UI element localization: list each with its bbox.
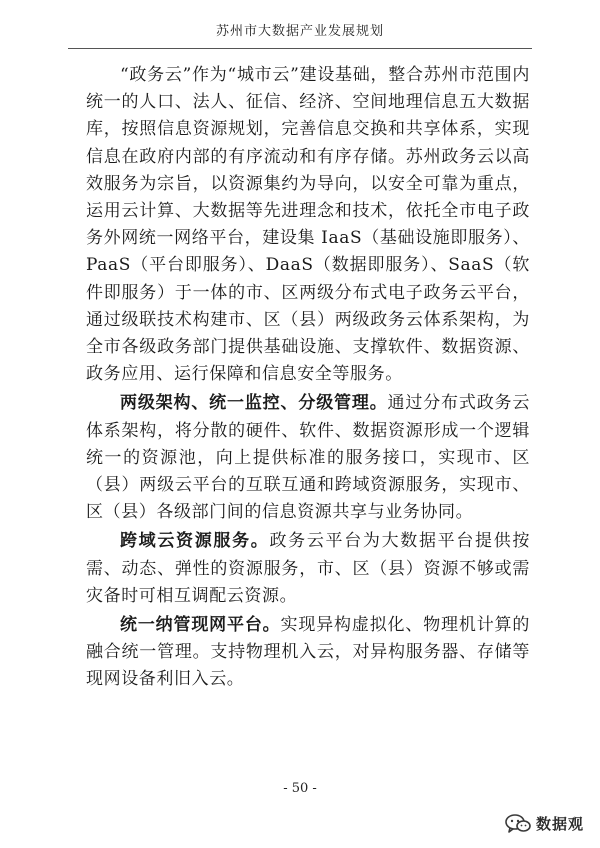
page-header: 苏州市大数据产业发展规划 xyxy=(215,24,384,39)
header-rule xyxy=(68,48,532,49)
paragraph-intro xyxy=(86,62,530,388)
page-number: - 50 - xyxy=(283,781,317,796)
paragraph-heading: 跨域云资源服务。 xyxy=(120,531,270,552)
wechat-icon xyxy=(505,814,531,834)
watermark-text: 数据观 xyxy=(535,815,584,833)
watermark xyxy=(505,813,584,834)
paragraph-text: 实现异构虚拟化、物理机计算的融合统一管理。支持物理机入云，对异构服务器、存储等现网设备利旧入云。 xyxy=(86,615,530,690)
paragraph-text: 通过分布式政务云体系架构，将分散的硬件、软件、数据资源形成一个逻辑统一的资源池，向上提供标准的服务接口，实现市、区（县）两级云平台的互联互通和跨域资源服务，实现市、区（县）各级部门间的信息资源共享与业务协同。 xyxy=(86,393,530,523)
paragraph-two-level-architecture xyxy=(86,390,530,526)
paragraph-text: 政务云平台为大数据平台提供按需、动态、弹性的资源服务，市、区（县）资源不够或需灾备时可相互调配云资源。 xyxy=(86,531,530,606)
paragraph-unified-management xyxy=(86,612,530,694)
paragraph-cross-domain-service xyxy=(86,528,530,610)
paragraph-text: “政务云”作为“城市云”建设基础，整合苏州市范围内统一的人口、法人、征信、经济、空间地理信息五大数据库，按照信息资源规划，完善信息交换和共享体系，实现信息在政府内部的有序流动和有序存储。苏州政务云以高效服务为宗旨，以资源集约为导向，以安全可靠为重点，运用云计算、大数据等先进理念和技术，依托全市电子政务外网统一网络平台，建设集 IaaS（基础设施即服务）、PaaS（平台即服务）、DaaS（数据即服务）、SaaS（软件即服务）于一体的市、区两级分布式电子政务云平台，通过级联技术构建市、区（县）两级政务云体系架构，为全市各级政务部门提供基础设施、支撑软件、数据资源、政务应用、运行保障和信息安全等服务。 xyxy=(86,65,530,385)
paragraph-heading: 统一纳管现网平台。 xyxy=(120,615,281,636)
paragraph-heading: 两级架构、统一监控、分级管理。 xyxy=(120,393,388,414)
document-body xyxy=(86,62,530,696)
